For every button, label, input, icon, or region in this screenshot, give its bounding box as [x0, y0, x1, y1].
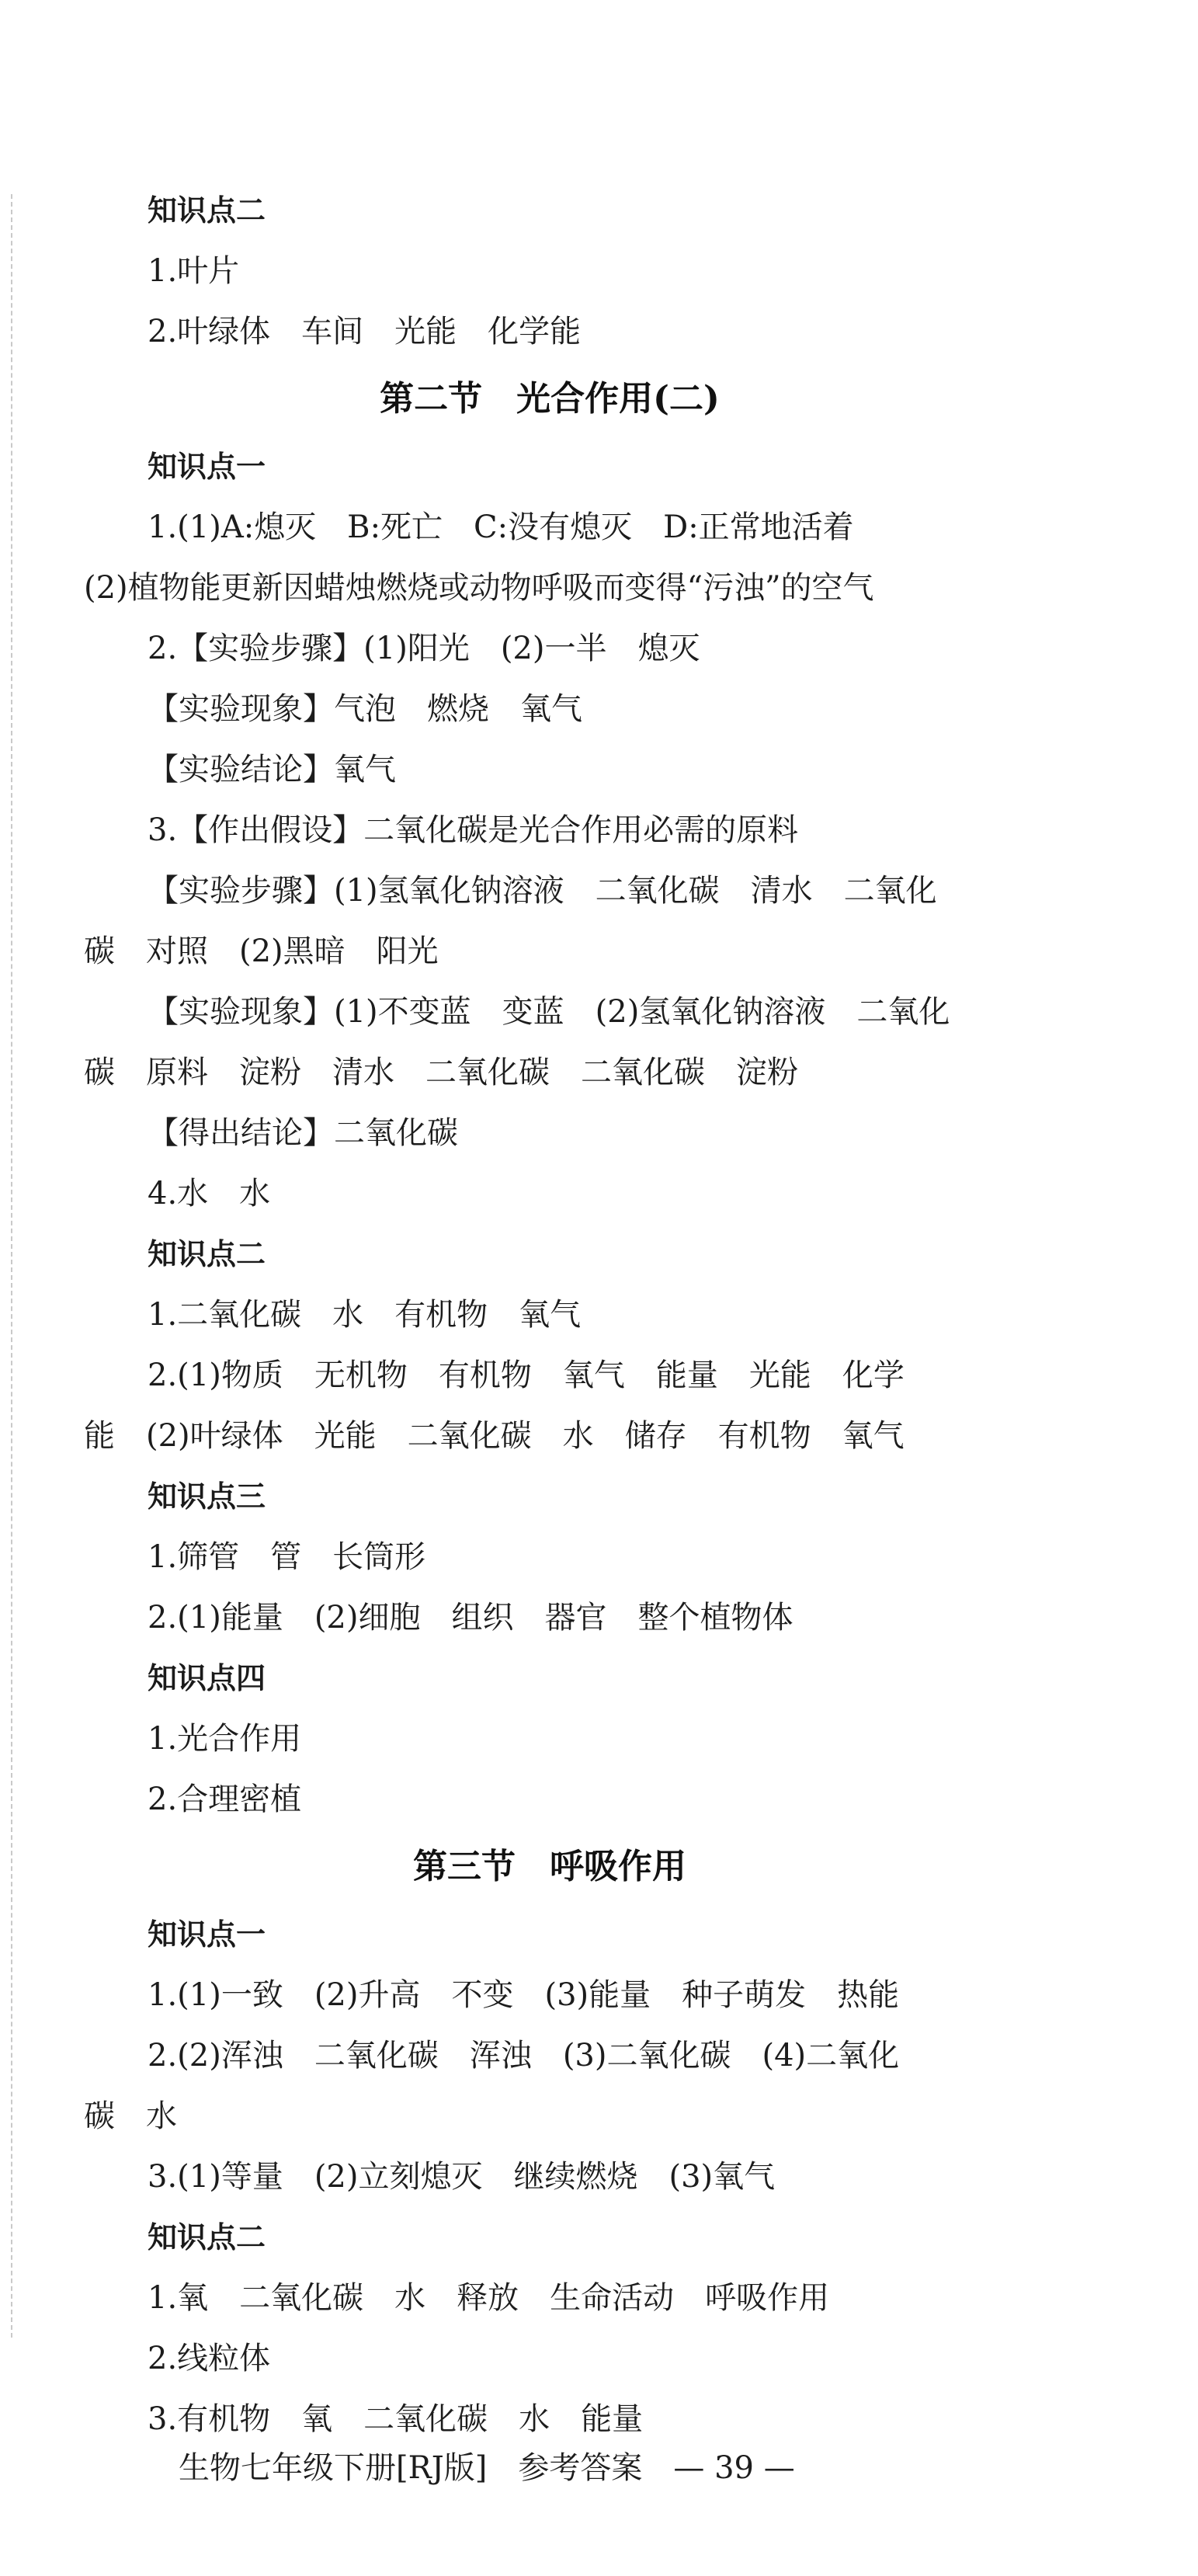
knowledge-point-heading: 知识点二 [148, 193, 266, 228]
answer-line: 2.(1)物质 无机物 有机物 氧气 能量 光能 化学 [148, 1358, 905, 1393]
knowledge-point-heading: 知识点三 [148, 1479, 266, 1514]
answer-line: 1.(1)A:熄灭 B:死亡 C:没有熄灭 D:正常地活着 [148, 509, 854, 545]
answer-line: 【实验现象】气泡 燃烧 氧气 [148, 691, 582, 727]
answer-line: 1.二氧化碳 水 有机物 氧气 [148, 1297, 582, 1333]
answer-line: 【得出结论】二氧化碳 [148, 1115, 458, 1151]
answer-continuation-line: 能 (2)叶绿体 光能 二氧化碳 水 储存 有机物 氧气 [84, 1418, 905, 1454]
binding-margin-line [11, 194, 12, 2338]
answer-line: 2.线粒体 [148, 2341, 271, 2376]
answer-line: 【实验现象】(1)不变蓝 变蓝 (2)氢氧化钠溶液 二氧化 [148, 994, 950, 1030]
knowledge-point-heading: 知识点二 [148, 1237, 266, 1271]
answer-line: 2.叶绿体 车间 光能 化学能 [148, 314, 582, 349]
section-title: 第三节 呼吸作用 [413, 1847, 686, 1886]
answer-line: 2.(2)浑浊 二氧化碳 浑浊 (3)二氧化碳 (4)二氧化 [148, 2038, 900, 2074]
section-title: 第二节 光合作用(二) [380, 379, 720, 419]
knowledge-point-heading: 知识点一 [148, 1917, 266, 1952]
knowledge-point-heading: 知识点一 [148, 450, 266, 484]
answer-line: 1.氧 二氧化碳 水 释放 生命活动 呼吸作用 [148, 2280, 830, 2316]
answer-content [84, 180, 1000, 2449]
answer-line: 【实验步骤】(1)氢氧化钠溶液 二氧化碳 清水 二氧化 [148, 873, 937, 909]
page-footer: 生物七年级下册[RJ版] 参考答案 — 39 — [179, 2450, 795, 2486]
answer-line: 3.【作出假设】二氧化碳是光合作用必需的原料 [148, 812, 799, 848]
answer-line: 2.合理密植 [148, 1782, 302, 1817]
answer-line: 4.水 水 [148, 1176, 271, 1212]
answer-line: 3.有机物 氧 二氧化碳 水 能量 [148, 2401, 644, 2437]
answer-continuation-line: 碳 对照 (2)黑暗 阳光 [84, 933, 439, 969]
knowledge-point-heading: 知识点四 [148, 1661, 266, 1695]
answer-line: 【实验结论】氧气 [148, 752, 396, 787]
answer-continuation-line: 碳 原料 淀粉 清水 二氧化碳 二氧化碳 淀粉 [84, 1055, 798, 1090]
knowledge-point-heading: 知识点二 [148, 2220, 266, 2254]
answer-line: 1.(1)一致 (2)升高 不变 (3)能量 种子萌发 热能 [148, 1977, 900, 2013]
answer-line: 3.(1)等量 (2)立刻熄灭 继续燃烧 (3)氧气 [148, 2159, 776, 2195]
answer-line: 1.光合作用 [148, 1721, 302, 1757]
answer-line: 1.叶片 [148, 253, 240, 289]
answer-continuation-line: (2)植物能更新因蜡烛燃烧或动物呼吸而变得“污浊”的空气 [84, 570, 874, 606]
answer-line: 2.【实验步骤】(1)阳光 (2)一半 熄灭 [148, 631, 700, 666]
answer-line: 1.筛管 管 长筒形 [148, 1539, 426, 1575]
answer-continuation-line: 碳 水 [84, 2098, 177, 2134]
answer-line: 2.(1)能量 (2)细胞 组织 器官 整个植物体 [148, 1600, 793, 1636]
